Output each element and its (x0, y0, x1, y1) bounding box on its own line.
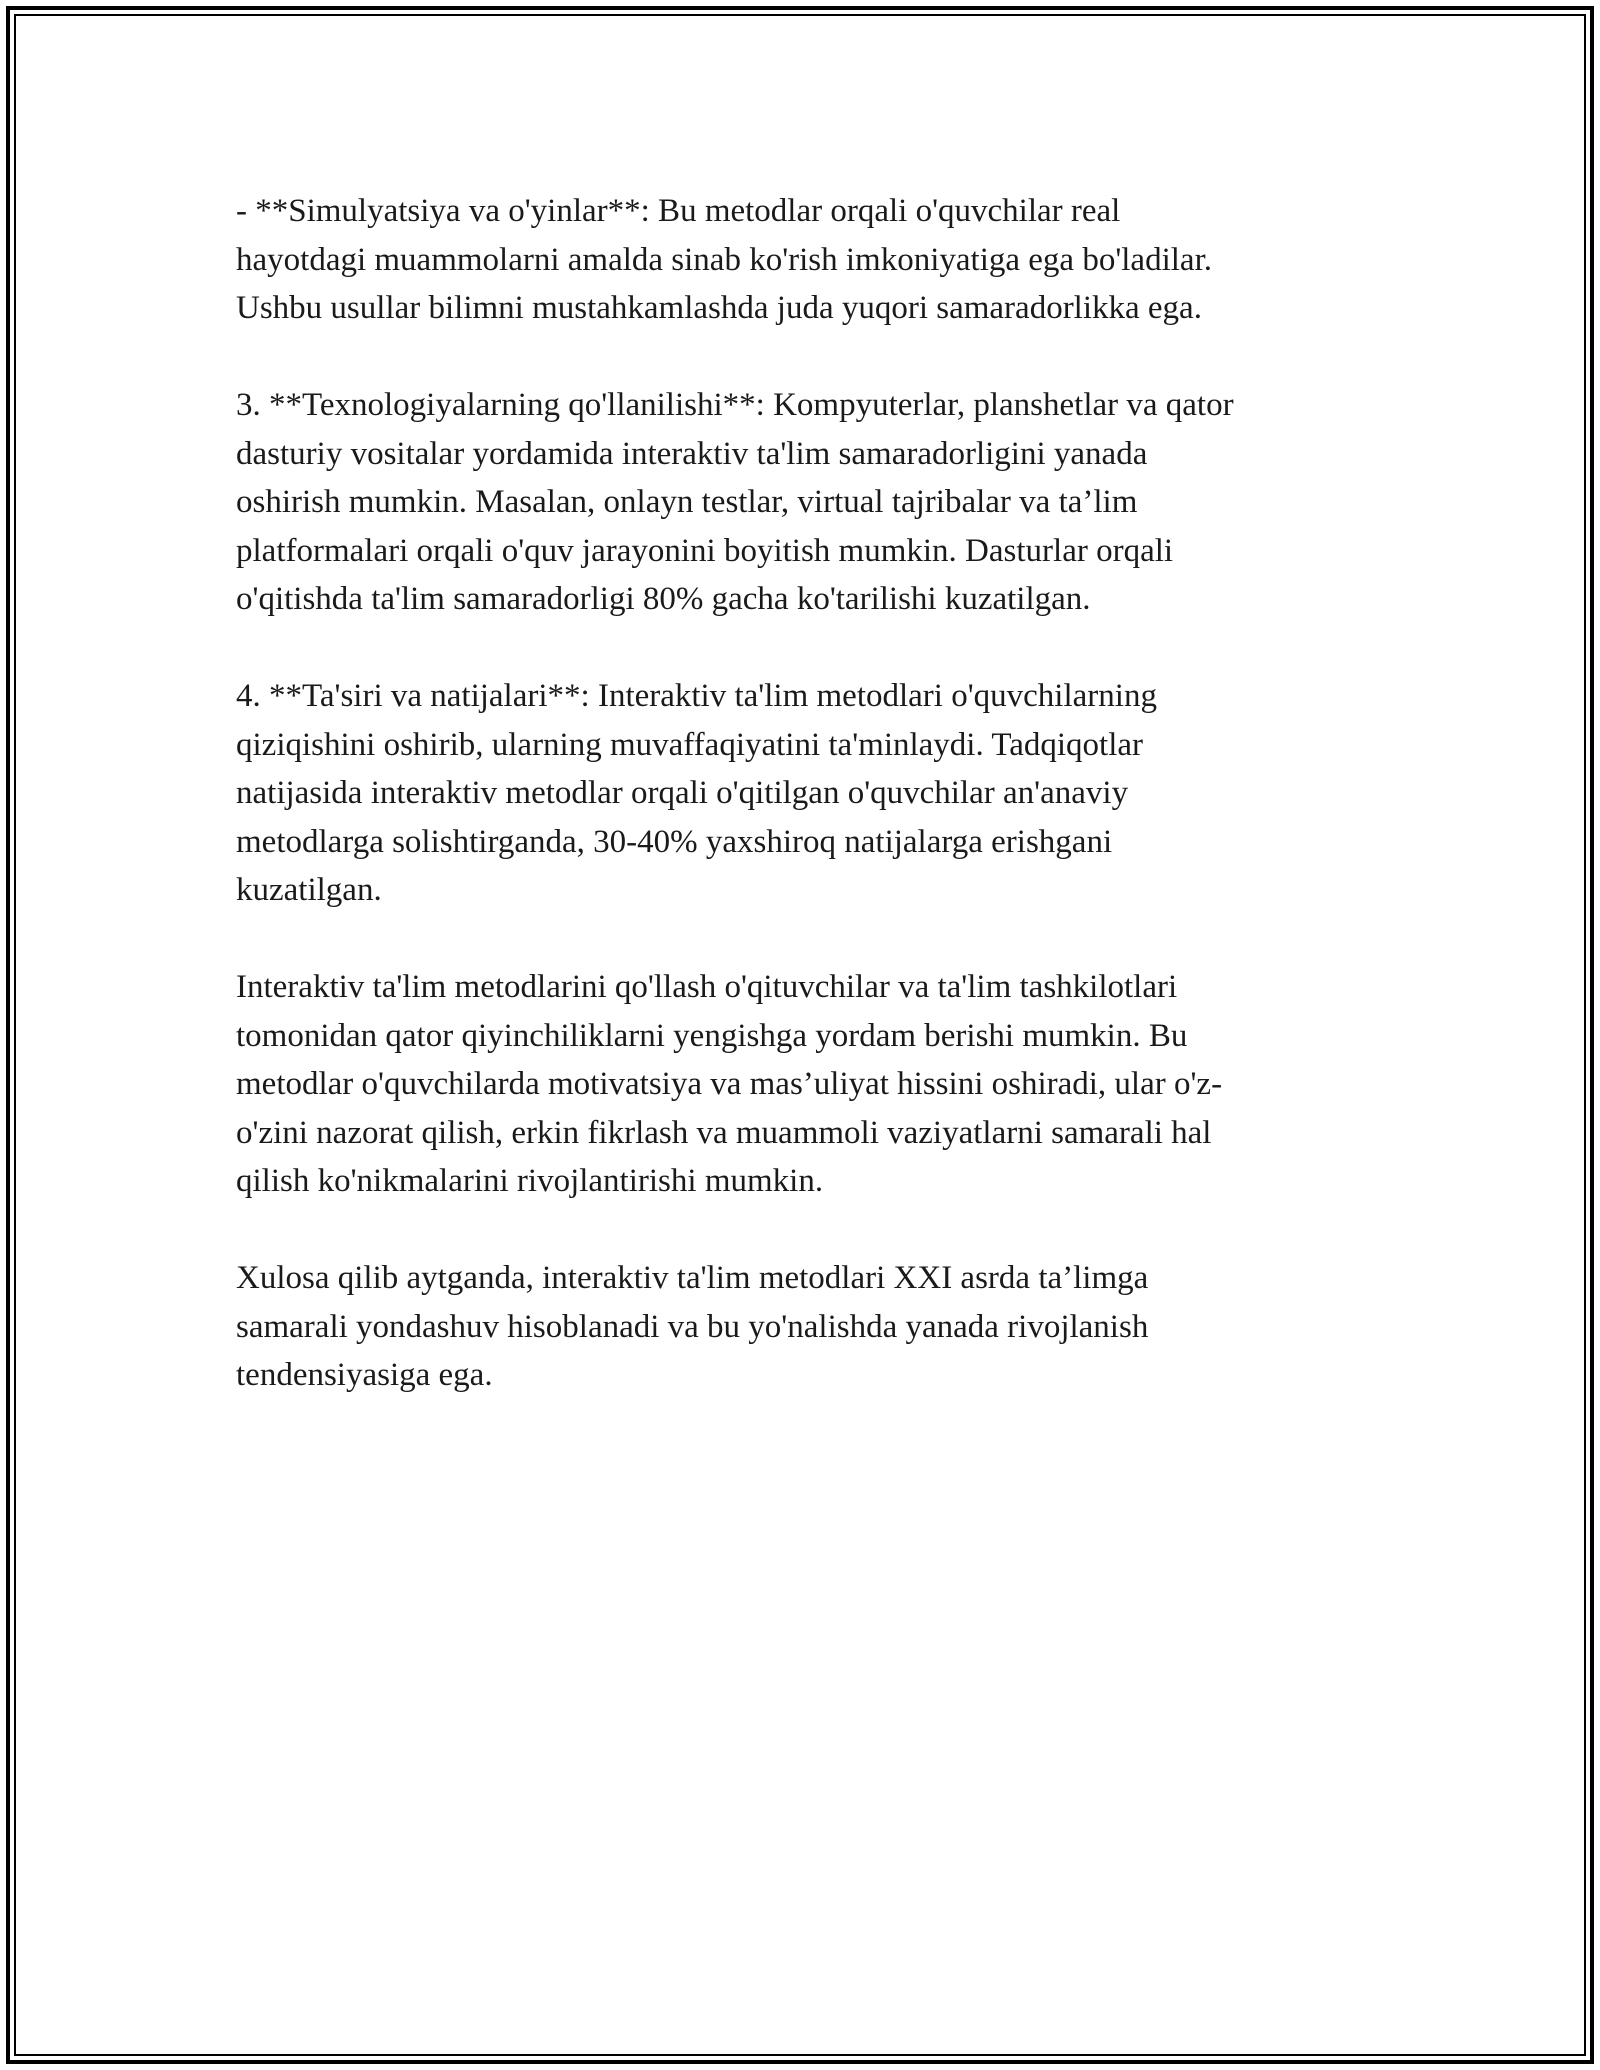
paragraph-technology-use: 3. **Texnologiyalarning qo'llanilishi**: Kompyuterlar, planshetlar va qator dasturiy vositalar yordamida interaktiv ta'lim samaradorligini yanada oshirish mumkin. Masalan, onlayn testlar, virtual tajribalar va ta’lim platformalari orqali o'quv jarayonini boyitish mumkin. Dasturlar orqali o'qitishda ta'lim samaradorligi 80% gacha ko'tarilishi kuzatilgan. (236, 387, 1234, 617)
paragraph-conclusion: Xulosa qilib aytganda, interaktiv ta'lim metodlari XXI asrda ta’limga samarali yondashuv hisoblanadi va bu yo'nalishda yanada rivojlanish tendensiyasiga ega. (236, 1260, 1149, 1393)
document-body (236, 187, 1360, 1448)
paragraph-impact-results: 4. **Ta'siri va natijalari**: Interaktiv ta'lim metodlari o'quvchilarning qiziqishini oshirib, ularning muvaffaqiyatini ta'minlaydi. Tadqiqotlar natijasida interaktiv metodlar orqali o'qitilgan o'quvchilar an'anaviy metodlarga solishtirganda, 30-40% yaxshiroq natijalarga erishgani kuzatilgan. (236, 678, 1157, 908)
paragraph-simulation-games: - **Simulyatsiya va o'yinlar**: Bu metodlar orqali o'quvchilar real hayotdagi muammolarni amalda sinab ko'rish imkoniyatiga ega bo'ladilar. Ushbu usullar bilimni mustahkamlashda juda yuqori samaradorlikka ega. (236, 193, 1212, 326)
paragraph-application: Interaktiv ta'lim metodlarini qo'llash o'qituvchilar va ta'lim tashkilotlari tomonidan qator qiyinchiliklarni yengishga yordam berishi mumkin. Bu metodlar o'quvchilarda motivatsiya va mas’uliyat hissini oshiradi, ular o'z- o'zini nazorat qilish, erkin fikrlash va muammoli vaziyatlarni samarali hal qilish ko'nikmalarini rivojlantirishi mumkin. (236, 969, 1223, 1199)
